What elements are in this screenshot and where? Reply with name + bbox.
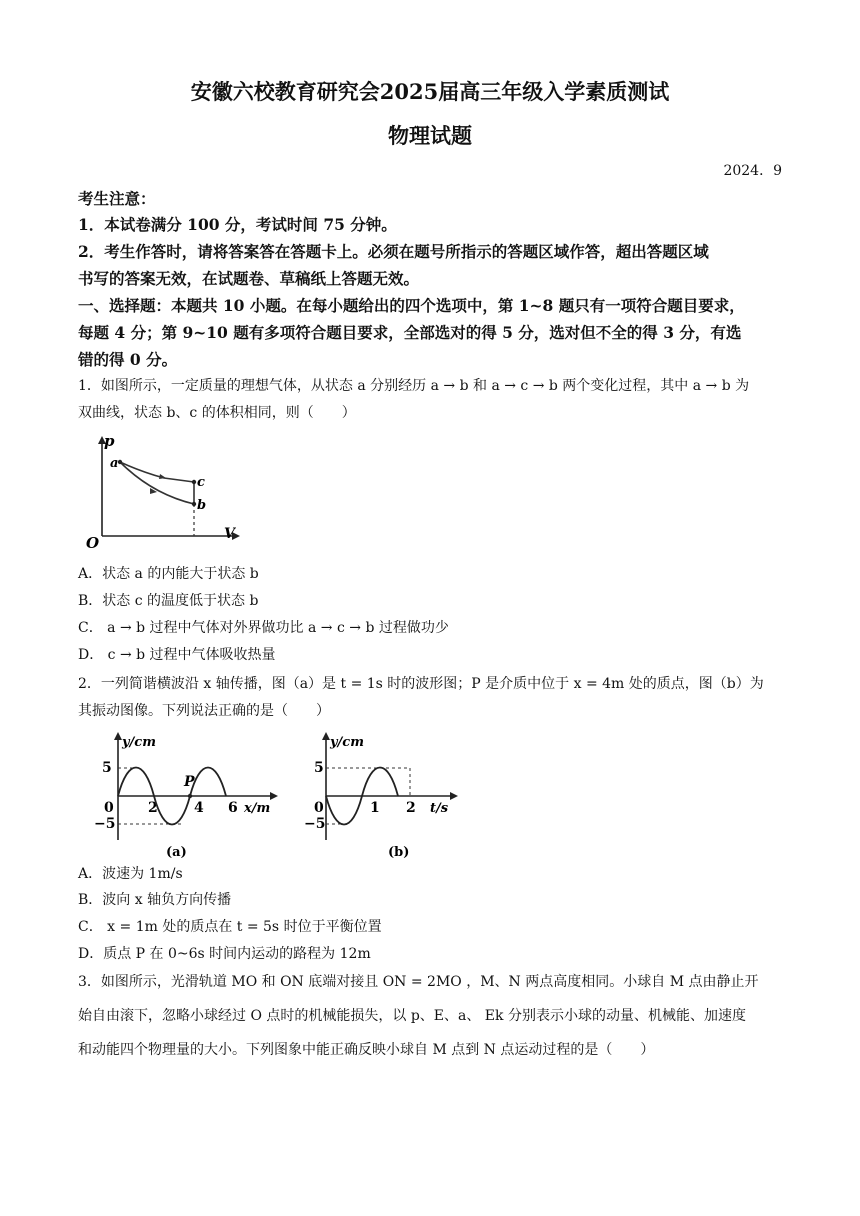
exam-title: 安徽六校教育研究会2025届高三年级入学素质测试 xyxy=(190,79,670,104)
q1-option-a[interactable]: A．状态 a 的内能大于状态 b xyxy=(78,566,259,582)
q1-origin-label: O xyxy=(86,534,100,550)
section1-line-1: 一、选择题：本题共 10 小题。在每小题给出的四个选项中，第 1~8 题只有一项符合题目要求， xyxy=(78,296,745,315)
q2a-ylabel: y/cm xyxy=(122,735,156,750)
q2-stem-line-1: 2．一列简谐横波沿 x 轴传播，图（a）是 t = 1s 时的波形图；P 是介质中位于 x = 4m 处的质点，图（b）为 xyxy=(78,676,764,692)
q1-option-c[interactable]: C． a → b 过程中气体对外界做功比 a → c → b 过程做功少 xyxy=(78,620,449,636)
notice-item-1: 1．本试卷满分 100 分，考试时间 75 分钟。 xyxy=(78,215,397,234)
q2b-ytop: 5 xyxy=(314,760,324,776)
q1-pv-diagram xyxy=(82,432,242,550)
q2a-ybottom: −5 xyxy=(94,816,116,832)
q2a-xlabel: x/m xyxy=(244,801,271,816)
q2b-ylabel: y/cm xyxy=(330,735,364,750)
notice-item-2-line-1: 2．考生作答时，请将答案答在答题卡上。必须在题号所指示的答题区域作答，超出答题区域 xyxy=(78,242,709,261)
q2a-x0: 0 xyxy=(104,800,114,816)
q2a-caption: (a) xyxy=(166,845,187,860)
q2b-x0: 0 xyxy=(314,800,324,816)
q2b-x2: 2 xyxy=(406,800,416,816)
q2-vibration-graph-b xyxy=(300,728,470,860)
q1-p-label: p xyxy=(104,432,115,450)
q1-curve-ab xyxy=(120,462,194,504)
q2-option-c[interactable]: C． x = 1m 处的质点在 t = 5s 时位于平衡位置 xyxy=(78,919,382,935)
exam-date: 2024．9 xyxy=(723,163,782,179)
q2a-x4: 4 xyxy=(194,800,204,816)
q3-stem-line-3: 和动能四个物理量的大小。下列图象中能正确反映小球自 M 点到 N 点运动过程的是（ ） xyxy=(78,1042,655,1058)
notice-item-2-line-2: 书写的答案无效，在试题卷、草稿纸上答题无效。 xyxy=(78,269,420,288)
q2b-xlabel: t/s xyxy=(430,801,449,816)
q2-option-a[interactable]: A．波速为 1m/s xyxy=(78,866,183,882)
section1-line-3: 错的得 0 分。 xyxy=(78,350,178,369)
section1-line-2: 每题 4 分；第 9~10 题有多项符合题目要求，全部选对的得 5 分，选对但不全的得 3 分，有选 xyxy=(78,323,742,342)
q1-option-b[interactable]: B．状态 c 的温度低于状态 b xyxy=(78,593,259,609)
q2b-x1: 1 xyxy=(370,800,380,816)
q1-stem-line-2: 双曲线，状态 b、c 的体积相同，则（ ） xyxy=(78,405,356,421)
q2a-x6: 6 xyxy=(228,800,238,816)
q2a-ytop: 5 xyxy=(102,760,112,776)
q3-stem-line-1: 3．如图所示，光滑轨道 MO 和 ON 底端对接且 ON = 2MO ，M、N 两点高度相同。小球自 M 点由静止开 xyxy=(78,974,759,990)
q2a-x2: 2 xyxy=(148,800,158,816)
q3-stem-line-2: 始自由滚下，忽略小球经过 O 点时的机械能损失，以 p、E、a、 Ek 分别表示小球的动量、机械能、加速度 xyxy=(78,1008,746,1024)
exam-subtitle: 物理试题 xyxy=(388,123,472,148)
q1-v-label: V xyxy=(224,526,235,542)
notice-heading: 考生注意： xyxy=(78,189,156,208)
q2-option-b[interactable]: B．波向 x 轴负方向传播 xyxy=(78,892,232,908)
q2b-caption: (b) xyxy=(388,845,410,860)
q2a-point-p: P xyxy=(184,774,195,790)
q2-option-d[interactable]: D．质点 P 在 0~6s 时间内运动的路程为 12m xyxy=(78,946,371,962)
q1-state-c-label: c xyxy=(197,475,205,490)
q1-state-b-label: b xyxy=(197,498,207,513)
q1-stem-line-1: 1．如图所示，一定质量的理想气体，从状态 a 分别经历 a → b 和 a → c → b 两个变化过程，其中 a → b 为 xyxy=(78,378,750,394)
q2-wave-graph-a xyxy=(82,728,282,860)
q1-state-a-label: a xyxy=(110,456,119,471)
q2b-ybottom: −5 xyxy=(304,816,326,832)
q1-option-d[interactable]: D． c → b 过程中气体吸收热量 xyxy=(78,647,276,663)
q2-stem-line-2: 其振动图像。下列说法正确的是（ ） xyxy=(78,703,330,719)
